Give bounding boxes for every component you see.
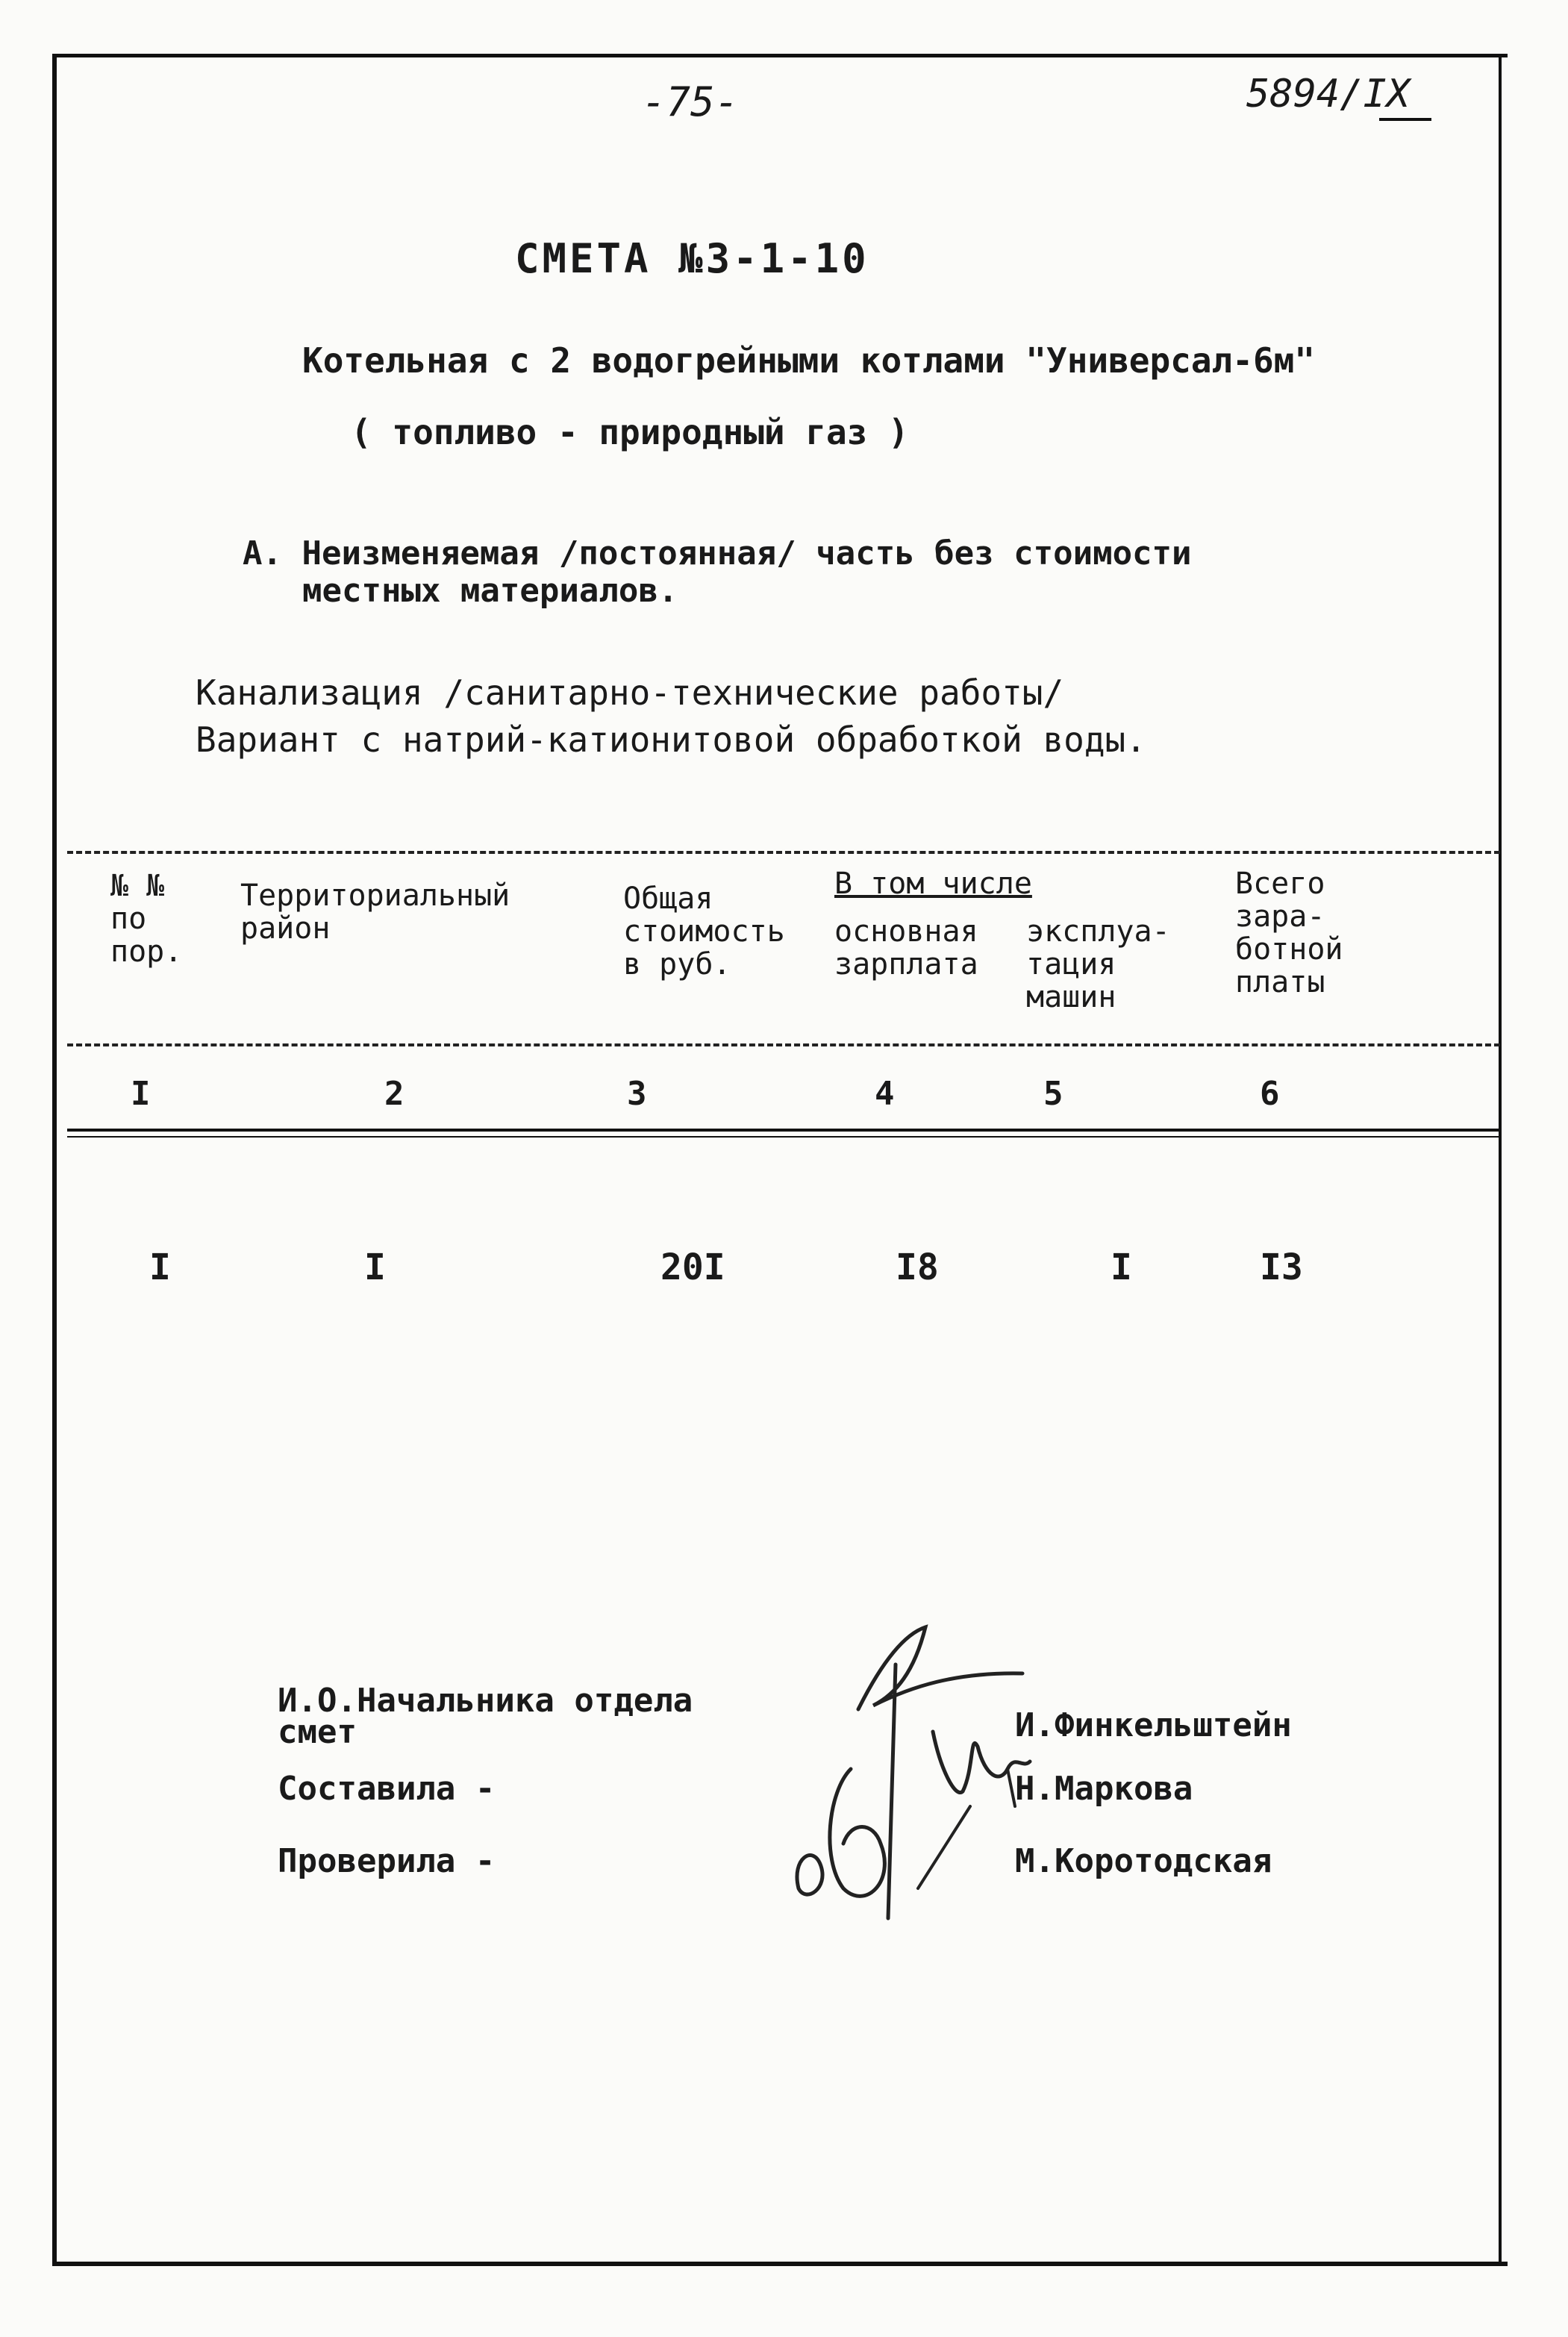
signer-name: М.Коротодская [1015, 1842, 1272, 1880]
signature-role: И.О.Начальника отдела смет [278, 1682, 693, 1751]
table-cell: I [1111, 1246, 1132, 1288]
column-number: 6 [1260, 1075, 1280, 1113]
header-group: В том числе [834, 867, 1032, 901]
signer-name: Н.Маркова [1015, 1770, 1193, 1808]
table-cell: I8 [896, 1246, 939, 1288]
column-number: 3 [627, 1075, 647, 1113]
signature-role: Проверила - [278, 1842, 496, 1880]
header-col-6: Всего зара- ботной платы [1235, 867, 1343, 999]
table-cell: 20I [660, 1246, 725, 1288]
fuel-note: ( топливо - природный газ ) [351, 412, 909, 452]
header-col-1: № № по пор. [110, 869, 183, 969]
signer-name: И.Финкельштейн [1015, 1706, 1292, 1744]
page-number: -75- [642, 78, 740, 125]
header-col-3: Общая стоимость в руб. [623, 882, 785, 982]
frame-left-border [52, 54, 57, 2263]
work-type: Канализация /санитарно-технические работы/ [196, 673, 1064, 713]
header-col-4: основная зарплата [834, 914, 978, 982]
document-number: 5894/IX [1246, 72, 1411, 116]
table-cell: I [364, 1246, 386, 1288]
document-number-underline [1379, 118, 1431, 121]
estimate-title: СМЕТА №3-1-10 [515, 235, 869, 282]
header-col-5: эксплуа- тация машин [1026, 914, 1170, 1014]
work-variant: Вариант с натрий-катионитовой обработкой воды. [196, 720, 1146, 760]
table-cell: I [149, 1246, 171, 1288]
frame-right-border [1499, 54, 1502, 2265]
column-number: I [131, 1075, 151, 1113]
section-a-heading: А. Неизменяемая /постоянная/ часть без стоимости [243, 534, 1192, 572]
header-bottom-dashed-rule [67, 1043, 1500, 1046]
table-cell: I3 [1260, 1246, 1303, 1288]
header-col-2: Территориальный район [240, 879, 510, 946]
table-top-dashed-rule [67, 851, 1500, 854]
signature-role: Составила - [278, 1770, 496, 1808]
column-number: 4 [875, 1075, 895, 1113]
handwritten-signatures [784, 1620, 1052, 1948]
estimate-subtitle: Котельная с 2 водогрейными котлами "Универсал-6м" [302, 340, 1316, 381]
section-a-heading-cont: местных материалов. [302, 572, 678, 610]
column-number: 5 [1043, 1075, 1063, 1113]
frame-top-border [52, 54, 1508, 57]
frame-bottom-border [52, 2262, 1508, 2266]
column-number: 2 [384, 1075, 405, 1113]
column-numbers-rule [67, 1129, 1500, 1132]
column-numbers-rule-double [67, 1136, 1500, 1138]
